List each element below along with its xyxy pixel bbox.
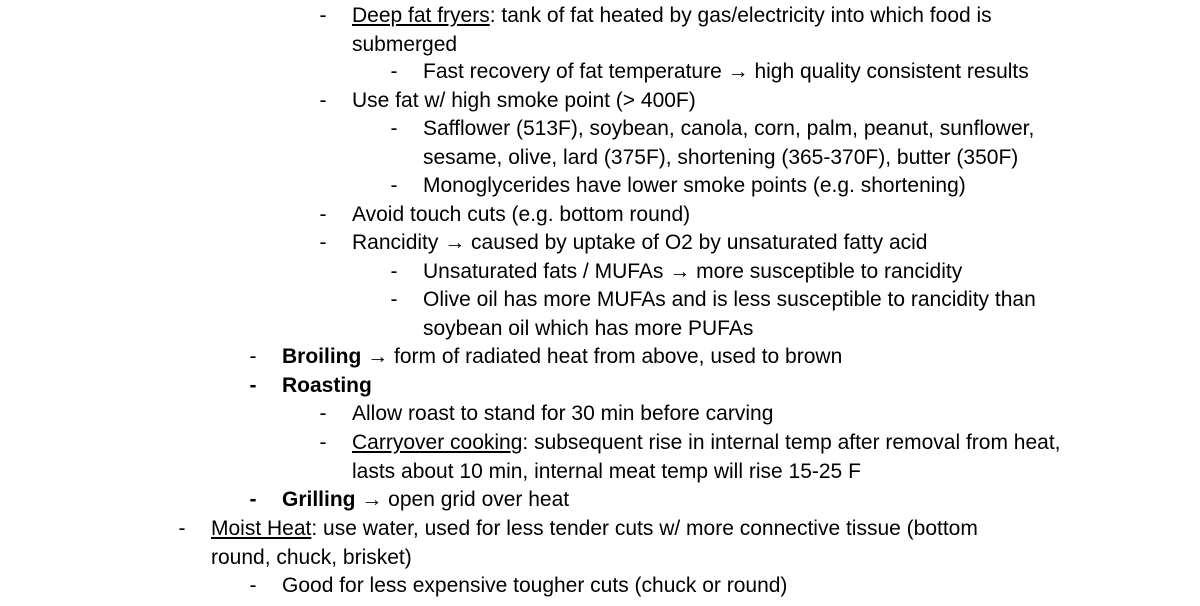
item-text: Olive oil has more MUFAs and is less susceptible to rancidity than soybean oil which has more PUFAs [423, 288, 1036, 340]
item-text: Unsaturated fats / MUFAs → more susceptible to rancidity [423, 260, 963, 283]
list-item-deep-fat-fryers [319, 2, 1072, 59]
bullet-dash: - [390, 60, 398, 83]
bullet-dash: - [249, 345, 257, 368]
list-item [390, 58, 1073, 87]
bullet-dash: - [249, 488, 257, 511]
item-text: Grilling → open grid over heat [282, 488, 570, 511]
item-text: Deep fat fryers: tank of fat heated by gas/electricity into which food is submerged [352, 4, 992, 56]
bullet-dash: - [390, 260, 398, 283]
list-item [249, 572, 1082, 601]
underlined-term: Carryover cooking [352, 431, 523, 454]
bullet-dash: - [319, 431, 327, 454]
bold-term: Broiling [282, 345, 362, 368]
item-text: Carryover cooking: subsequent rise in internal temp after removal from heat, lasts about 10 min, internal meat temp will rise 15-25 F [352, 431, 1061, 483]
item-text: Moist Heat: use water, used for less tender cuts w/ more connective tissue (bottom round, chuck, brisket) [211, 517, 978, 569]
item-text: Avoid touch cuts (e.g. bottom round) [352, 203, 691, 226]
list-item [319, 229, 1072, 258]
bullet-dash: - [390, 174, 398, 197]
underlined-term: Deep fat fryers [352, 4, 490, 27]
item-text: Good for less expensive tougher cuts (chuck or round) [282, 574, 788, 597]
item-text: Monoglycerides have lower smoke points (e.g. shortening) [423, 174, 966, 197]
list-item [390, 258, 1073, 287]
bullet-dash: - [390, 288, 398, 311]
list-item-broiling [249, 343, 1082, 372]
bullet-dash: - [390, 117, 398, 140]
item-text [282, 372, 1082, 401]
item-text: Fast recovery of fat temperature → high quality consistent results [423, 60, 1029, 83]
bullet-dash: - [178, 517, 186, 540]
list-item [319, 87, 1072, 116]
bullet-dash: - [319, 203, 327, 226]
list-item-carryover-cooking [319, 429, 1072, 486]
item-text: Rancidity → caused by uptake of O2 by unsaturated fatty acid [352, 231, 928, 254]
list-item-roasting [249, 372, 1082, 401]
list-item [319, 201, 1072, 230]
list-item [390, 172, 1073, 201]
underlined-term: Moist Heat [211, 517, 312, 540]
bold-term: Grilling [282, 488, 356, 511]
list-item-moist-heat [178, 515, 1031, 572]
item-text: Safflower (513F), soybean, canola, corn, palm, peanut, sunflower, sesame, olive, lard (375F), shortening (365-370F), butter (350F) [423, 117, 1035, 169]
bullet-dash: - [249, 374, 257, 397]
list-item [390, 115, 1073, 172]
bullet-dash: - [319, 231, 327, 254]
list-item [319, 400, 1072, 429]
item-text: Allow roast to stand for 30 min before carving [352, 402, 774, 425]
bullet-dash: - [319, 402, 327, 425]
bold-term: Roasting [282, 374, 372, 397]
list-item [390, 286, 1073, 343]
list-item-grilling [249, 486, 1082, 515]
bullet-dash: - [319, 89, 327, 112]
bullet-dash: - [249, 574, 257, 597]
item-text: Broiling → form of radiated heat from above, used to brown [282, 345, 843, 368]
bullet-dash: - [319, 4, 327, 27]
item-text: Use fat w/ high smoke point (> 400F) [352, 89, 696, 112]
